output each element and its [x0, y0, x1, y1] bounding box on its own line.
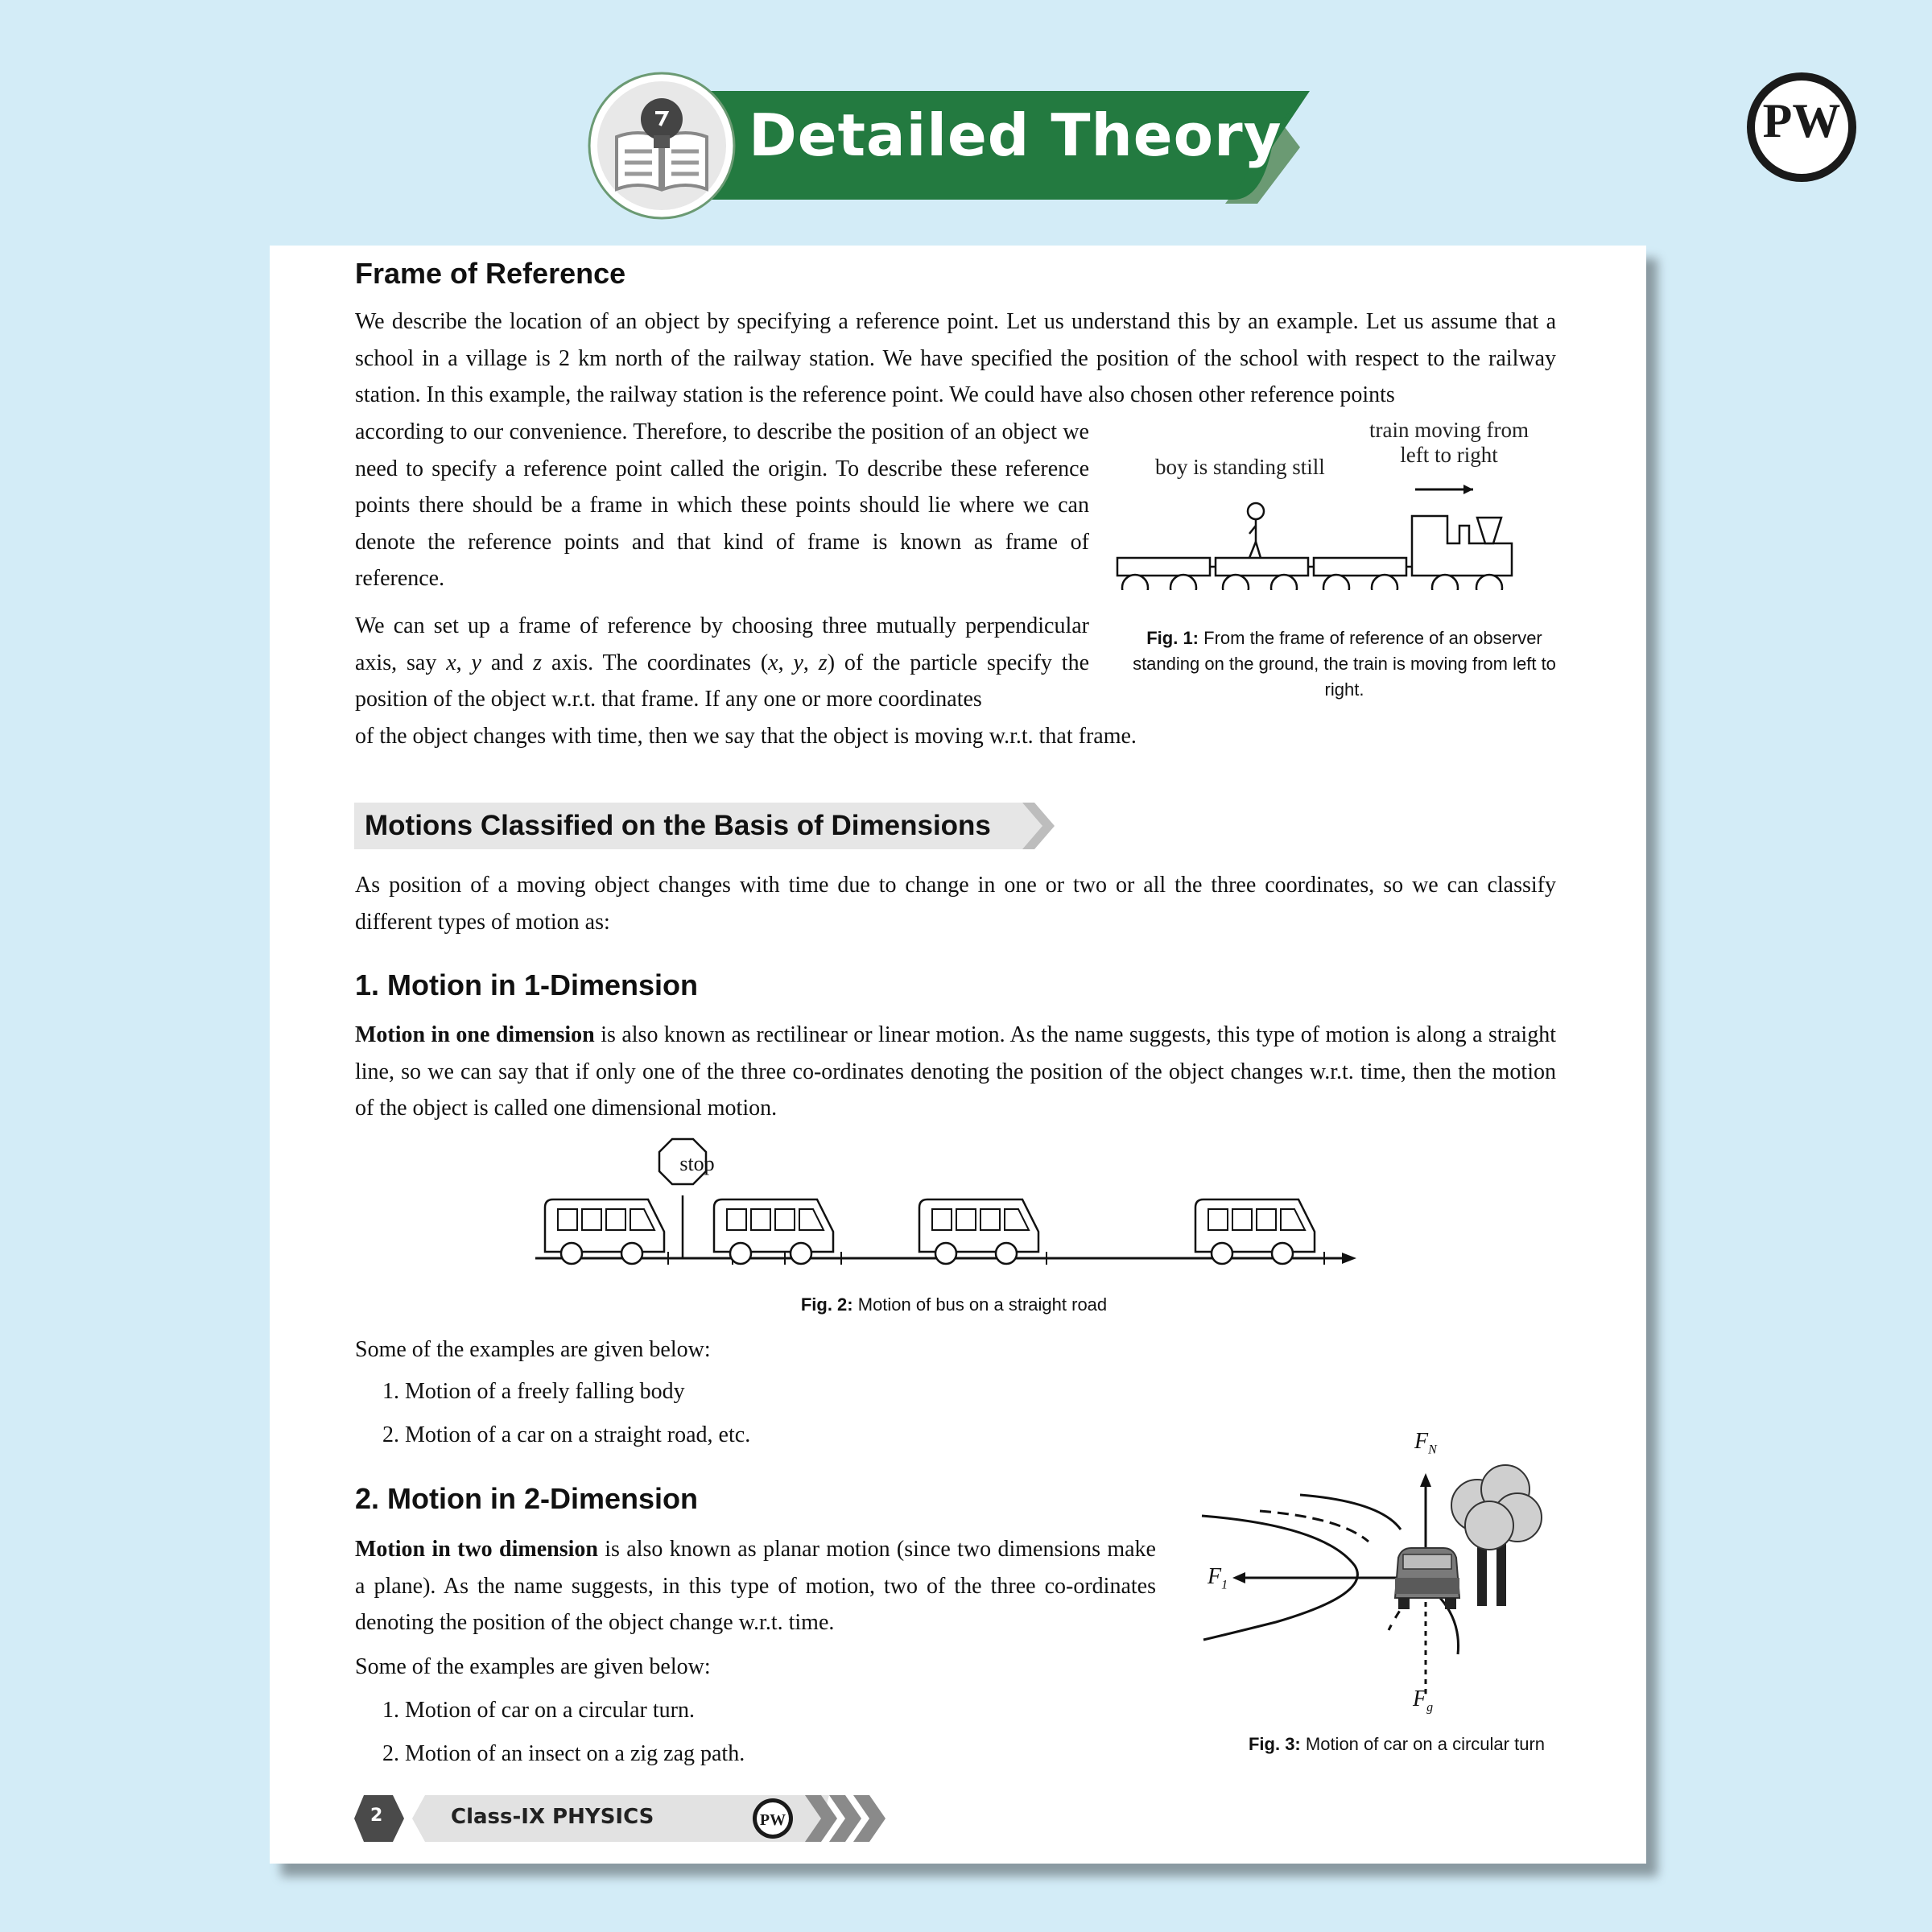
footer-label: Class-IX PHYSICS — [451, 1805, 654, 1829]
pw-logo-text: PW — [1762, 94, 1841, 147]
example-1d-1: 1. Motion of a freely falling body — [382, 1379, 685, 1404]
fig1-caption: Fig. 1: From the frame of reference of an observer standing on the ground, the train is moving from left to right. — [1133, 628, 1556, 700]
car-icon — [1395, 1548, 1459, 1609]
frame-paragraph-2: We can set up a frame of reference by choosing three mutually perpendicular axis, say x, y and z axis. The coordinates (x, y, z) of the particle specify the position of the object w.r.t. that frame. If any one or more coordinates — [355, 613, 1089, 712]
footer — [354, 1795, 902, 1843]
pw-logo — [1745, 71, 1858, 184]
heading-motion-1d: 1. Motion in 1-Dimension — [355, 968, 699, 1001]
force-gravity-label: $F_g$ — [1413, 1686, 1434, 1715]
section-band-title: Motions Classified on the Basis of Dimensions — [365, 810, 991, 841]
motion-1d-paragraph: Motion in one dimension is also known as rectilinear or linear motion. As the name suggests, this type of motion is along a straight line, so we can say that if only one of the three co-ordinates denoting the position of the object changes w.r.t. time, then the motion of the object is called one dimensional motion. — [355, 1022, 1556, 1121]
page-number: 2 — [370, 1806, 383, 1826]
example-2d-1: 1. Motion of car on a circular turn. — [382, 1698, 695, 1723]
examples-intro-2d: Some of the examples are given below: — [355, 1654, 711, 1679]
book-lightbulb-icon — [605, 89, 718, 201]
motion-2d-paragraph: Motion in two dimension is also known as planar motion (since two dimensions make a plane). As the name suggests, in this type of motion, two of the three co-ordinates denoting the position of the object change w.r.t. time. — [355, 1537, 1156, 1635]
fig1-train-label: train moving from left to right — [1369, 418, 1529, 467]
tree-icon — [1451, 1465, 1542, 1606]
frame-paragraph-1: We describe the location of an object by specifying a reference point. Let us understand this by an example. Let us assume that a school in a village is 2 km north of the railway station. We have specified the position of the school with respect to the railway station. In this example, the railway station is the reference point. We could have also chosen other reference points — [355, 309, 1556, 407]
heading-motion-2d: 2. Motion in 2-Dimension — [355, 1482, 699, 1515]
fig1-boy-label: boy is standing still — [1155, 455, 1325, 479]
train-illustration — [1111, 477, 1546, 590]
force-friction-label: $F_1$ — [1208, 1564, 1228, 1592]
bus-4 — [1195, 1199, 1315, 1264]
bus-1 — [545, 1199, 664, 1264]
page-sheet — [270, 246, 1646, 1864]
stop-sign-label: stop — [679, 1152, 715, 1175]
footer-logo-text: PW — [759, 1811, 786, 1829]
force-normal-label: $F_N$ — [1414, 1429, 1437, 1457]
bus-3 — [919, 1199, 1038, 1264]
examples-intro-1d: Some of the examples are given below: — [355, 1337, 711, 1362]
car-turn-illustration — [1195, 1429, 1598, 1719]
example-2d-2: 2. Motion of an insect on a zig zag path. — [382, 1741, 745, 1766]
fig2-caption: Fig. 2: Motion of bus on a straight road — [800, 1294, 1108, 1315]
frame-paragraph-1-cont: according to our convenience. Therefore, to describe the position of an object we need to specify a reference point called the origin. To describe these reference points there should be a frame in which these points should lie where we can denote the reference points and that kind of frame is known as frame of reference. — [355, 419, 1089, 591]
header-banner — [581, 71, 1394, 220]
frame-paragraph-3: of the object changes with time, then we say that the object is moving w.r.t. that frame. — [355, 724, 1137, 749]
fig3-caption: Fig. 3: Motion of car on a circular turn — [1248, 1734, 1546, 1754]
bus-2 — [714, 1199, 833, 1264]
banner-title: Detailed Theory — [749, 101, 1282, 169]
motions-intro: As position of a moving object changes with time due to change in one or two or all the three coordinates, so we can classify different types of motion as: — [355, 873, 1556, 935]
heading-frame-of-reference: Frame of Reference — [355, 257, 626, 290]
figure-1 — [1111, 413, 1578, 703]
example-1d-2: 2. Motion of a car on a straight road, etc. — [382, 1422, 751, 1447]
